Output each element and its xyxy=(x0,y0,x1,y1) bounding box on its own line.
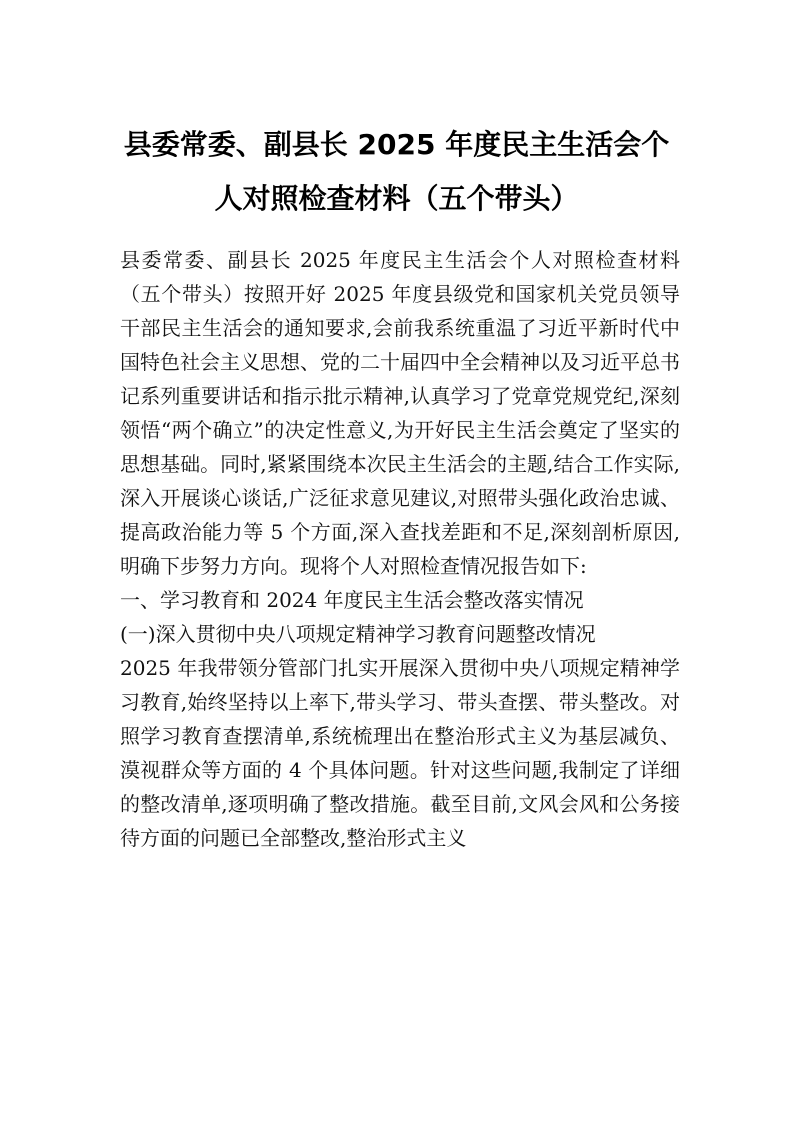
section-heading: 一、学习教育和 2024 年度民主生活会整改落实情况 xyxy=(120,588,584,612)
intro-paragraph: 县委常委、副县长 2025 年度民主生活会个人对照检查材料（五个带头）按照开好 2025 年度县级党和国家机关党员领导干部民主生活会的通知要求,会前我系统重温了习近平新时代中国特色社会主义思想、党的二十届四中全会精神以及习近平总书记系列重要讲话和指示批示精神,认真学习了党章党规党纪,深刻领悟“两个确立”的决定性意义,为开好民主生活会奠定了坚实的思想基础。同时,紧紧围绕本次民主生活会的主题,结合工作实际,深入开展谈心谈话,广泛征求意见建议,对照带头强化政治忠诚、提高政治能力等 5 个方面,深入查找差距和不足,深刻剖析原因,明确下步努力方向。现将个人对照检查情况报告如下: xyxy=(120,248,680,578)
document-body xyxy=(120,243,680,855)
subsection-paragraph: 2025 年我带领分管部门扎实开展深入贯彻中央八项规定精神学习教育,始终坚持以上率下,带头学习、带头查摆、带头整改。对照学习教育查摆清单,系统梳理出在整治形式主义为基层减负、漠视群众等方面的 4 个具体问题。针对这些问题,我制定了详细的整改清单,逐项明确了整改措施。截至目前,文风会风和公务接待方面的问题已全部整改,整治形式主义 xyxy=(120,656,680,850)
subsection-heading: (一)深入贯彻中央八项规定精神学习教育问题整改情况 xyxy=(120,622,596,646)
document-title: 县委常委、副县长 2025 年度民主生活会个人对照检查材料（五个带头） xyxy=(123,128,670,215)
